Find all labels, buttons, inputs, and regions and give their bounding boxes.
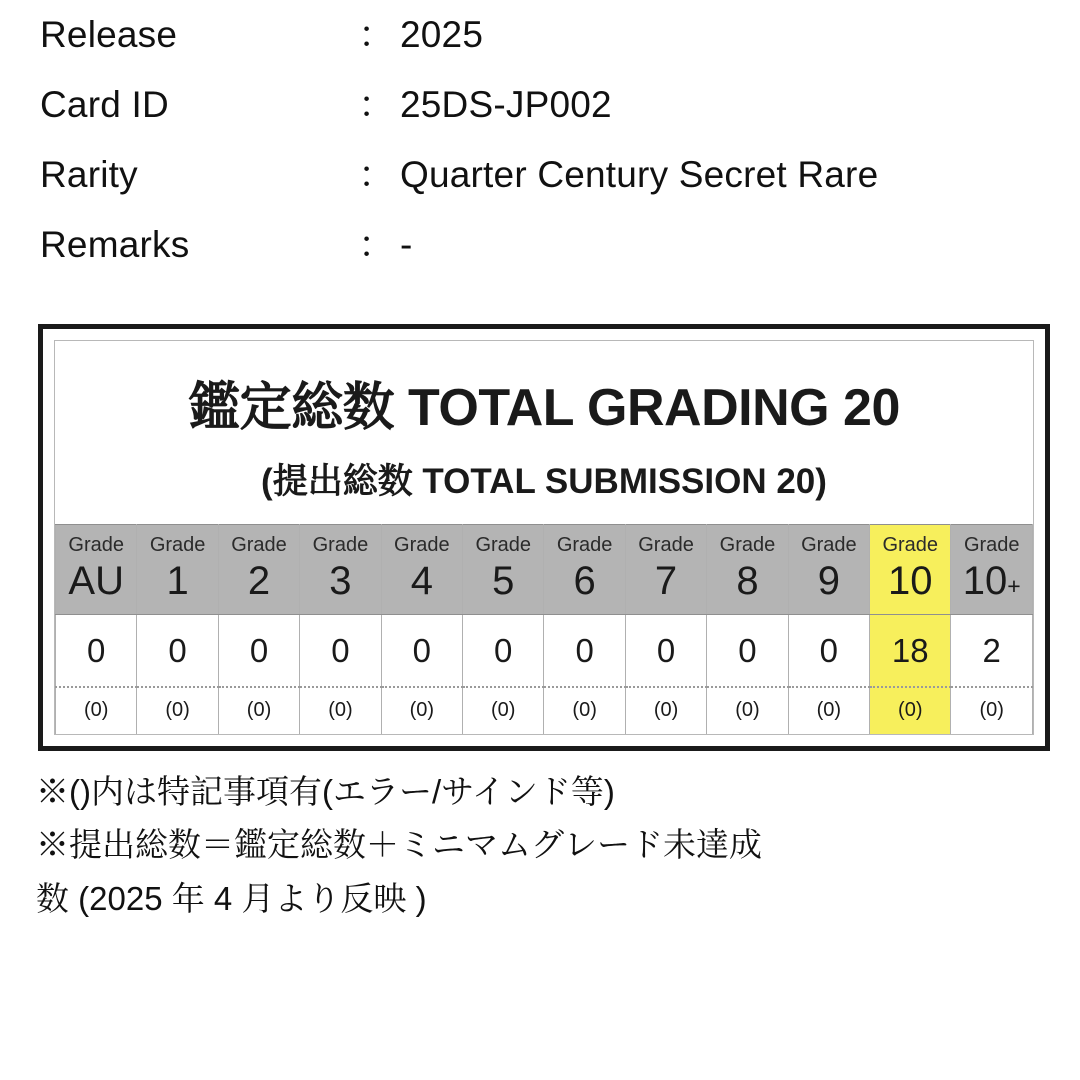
grade-word: Grade <box>882 534 939 556</box>
grading-total-title: 鑑定総数 TOTAL GRADING 20 <box>188 379 900 437</box>
grade-header-cell-4 <box>381 525 462 615</box>
info-value-release: 2025 <box>400 14 484 55</box>
grade-header-cell-1 <box>137 525 218 615</box>
grade-note-2: (0) <box>218 687 299 734</box>
info-row-release <box>40 4 1080 74</box>
grade-header-cell-6 <box>544 525 625 615</box>
grade-count-6: 0 <box>544 615 625 688</box>
grade-header-cell-10plus <box>951 525 1033 615</box>
grade-count-row <box>56 615 1033 688</box>
grade-value: 1 <box>166 559 189 603</box>
grade-note-7: (0) <box>625 687 706 734</box>
info-label-release: Release <box>40 14 178 55</box>
grade-word: Grade <box>68 534 124 556</box>
grade-population-table <box>55 524 1033 734</box>
info-label-card-id: Card ID <box>40 84 169 125</box>
grade-header-cell-7 <box>625 525 706 615</box>
grade-suffix: + <box>1007 573 1021 599</box>
grade-word: Grade <box>394 534 450 556</box>
grade-word: Grade <box>475 534 532 556</box>
footnote-line-2: ※提出総数＝鑑定総数＋ミニマムグレード未達成 <box>36 826 762 864</box>
grade-value: 3 <box>329 559 352 603</box>
grade-value: 6 <box>573 559 596 603</box>
grading-inner-frame <box>54 340 1034 735</box>
grade-word: Grade <box>149 534 206 556</box>
info-row-remarks <box>40 214 1080 284</box>
grade-header-cell-9 <box>788 525 869 615</box>
grade-value: AU <box>68 559 124 603</box>
footnote-line-1: ※()内は特記事項有(エラー/サインド等) <box>36 773 615 810</box>
footnote-line-3: 数 (2025 年 4 月より反映 ) <box>36 879 427 917</box>
grade-word: Grade <box>312 534 369 556</box>
grade-header-row <box>56 525 1033 615</box>
info-label-rarity: Rarity <box>40 154 138 195</box>
grade-header-cell-3 <box>300 525 381 615</box>
grade-value: 7 <box>654 559 678 603</box>
grade-count-9: 0 <box>788 615 869 688</box>
grade-word: Grade <box>801 534 857 556</box>
grade-count-1: 0 <box>137 615 218 688</box>
grade-note-1: (0) <box>137 687 218 734</box>
info-colon-rarity: ： <box>358 154 396 195</box>
grade-word: Grade <box>963 534 1020 556</box>
grade-header-cell-2 <box>218 525 299 615</box>
info-value-card-id: 25DS-JP002 <box>400 84 612 125</box>
grade-value: 10 <box>962 559 1008 603</box>
grade-note-8: (0) <box>707 687 788 734</box>
grade-word: Grade <box>231 534 287 556</box>
grade-value: 2 <box>247 559 271 603</box>
info-label-remarks: Remarks <box>40 224 190 265</box>
info-value-rarity: Quarter Century Secret Rare <box>400 154 879 195</box>
grade-header-cell-5 <box>463 525 544 615</box>
grade-note-4: (0) <box>381 687 462 734</box>
grade-note-10plus: (0) <box>951 687 1033 734</box>
grading-population-box <box>38 324 1050 751</box>
grade-note-6: (0) <box>544 687 625 734</box>
grade-note-9: (0) <box>788 687 869 734</box>
grade-count-au: 0 <box>56 615 137 688</box>
grade-note-row <box>56 687 1033 734</box>
grade-word: Grade <box>719 534 776 556</box>
grade-word: Grade <box>556 534 613 556</box>
grade-header-cell-au <box>56 525 137 615</box>
grade-count-10plus: 2 <box>951 615 1033 688</box>
footnotes <box>0 751 1080 925</box>
grade-value: 9 <box>817 559 840 603</box>
grade-header-cell-8 <box>707 525 788 615</box>
grading-total-submission: (提出総数 TOTAL SUBMISSION 20) <box>261 462 827 501</box>
grade-note-10: (0) <box>870 687 951 734</box>
grade-word: Grade <box>638 534 694 556</box>
grade-count-2: 0 <box>218 615 299 688</box>
grade-note-au: (0) <box>56 687 137 734</box>
info-value-remarks: - <box>400 224 413 265</box>
info-row-card-id <box>40 74 1080 144</box>
card-info-block <box>0 0 1080 284</box>
grade-count-10: 18 <box>870 615 951 688</box>
grade-value-wrap <box>951 558 1032 604</box>
info-colon-release: ： <box>358 14 396 55</box>
grade-value: 10 <box>888 559 933 603</box>
grade-value: 4 <box>410 559 433 603</box>
grade-count-8: 0 <box>707 615 788 688</box>
grade-value: 5 <box>492 559 515 603</box>
grade-count-4: 0 <box>381 615 462 688</box>
grade-header-cell-10 <box>870 525 951 615</box>
grade-count-7: 0 <box>625 615 706 688</box>
grade-count-3: 0 <box>300 615 381 688</box>
info-colon-card-id: ： <box>358 84 396 125</box>
info-row-rarity <box>40 144 1080 214</box>
grading-title-area <box>55 341 1033 524</box>
grade-count-5: 0 <box>463 615 544 688</box>
grade-value: 8 <box>736 559 759 603</box>
grade-note-5: (0) <box>463 687 544 734</box>
info-colon-remarks: ： <box>358 224 396 265</box>
grade-note-3: (0) <box>300 687 381 734</box>
